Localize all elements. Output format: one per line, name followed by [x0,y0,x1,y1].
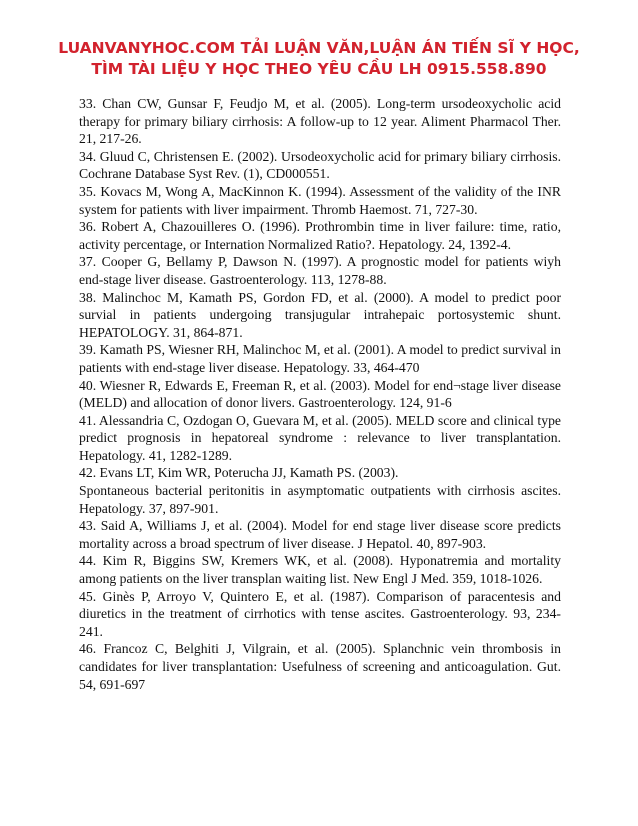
header-line-2: TÌM TÀI LIỆU Y HỌC THEO YÊU CẦU LH 0915.558.890 [91,60,547,78]
page-header-banner [40,38,598,80]
reference-item: 34. Gluud C, Christensen E. (2002). Ursodeoxycholic acid for primary biliary cirrhosis. Cochrane Database Syst Rev. (1), CD000551. [79,148,561,182]
reference-item: 37. Cooper G, Bellamy P, Dawson N. (1997). A prognostic model for patients wiyh end-stage liver disease. Gastroenterology. 113, 1278-88. [79,254,561,287]
reference-item: 46. Francoz C, Belghiti J, Vilgrain, et al. (2005). Splanchnic vein thrombosis in candidates for liver transplantation: Usefulness of screening and anticoagulation. Gut. 54, 691-697 [79,641,561,692]
reference-item: 45. Ginès P, Arroyo V, Quintero E, et al. (1987). Comparison of paracentesis and diuretics in the treatment of cirrhotics with tense ascites. Gastroenterology. 93, 234-241. [79,588,561,639]
reference-item: 42. Evans LT, Kim WR, Poterucha JJ, Kamath PS. (2003). [79,465,399,481]
reference-item: 35. Kovacs M, Wong A, MacKinnon K. (1994). Assessment of the validity of the INR system for patients with liver impairment. Thromb Haemost. 71, 727-30. [79,183,561,217]
reference-item: 41. Alessandria C, Ozdogan O, Guevara M, et al. (2005). MELD score and clinical type predict prognosis in hepatoreal syndrome : relevance to liver transplantation. Hepatology. 41, 1282-1289. [79,412,561,463]
reference-item: 38. Malinchoc M, Kamath PS, Gordon FD, et al. (2000). A model to predict poor survial in patients undergoing transjugular intrahepaic portosystemic shunt. HEPATOLOGY. 31, 864-871. [79,289,561,340]
reference-item: 43. Said A, Williams J, et al. (2004). Model for end stage liver disease score predicts mortality across a broad spectrum of liver disease. J Hepatol. 40, 897-903. [79,518,561,551]
reference-item: 44. Kim R, Biggins SW, Kremers WK, et al. (2008). Hyponatremia and mortality among patients on the liver transplan waiting list. New Engl J Med. 359, 1018-1026. [79,553,561,587]
reference-item: 36. Robert A, Chazouilleres O. (1996). Prothrombin time in liver failure: time, ratio, activity percentage, or Internation Normalized Ratio?. Hepatology. 24, 1392-4. [79,219,561,252]
reference-list [79,95,561,693]
reference-item: 40. Wiesner R, Edwards E, Freeman R, et al. (2003). Model for end¬stage liver disease (MELD) and allocation of donor livers. Gastroenterology. 124, 91-6 [79,377,561,411]
header-line-1: LUANVANYHOC.COM TẢI LUẬN VĂN,LUẬN ÁN TIẾN SĨ Y HỌC, [58,39,580,57]
reference-item: 33. Chan CW, Gunsar F, Feudjo M, et al. (2005). Long-term ursodeoxycholic acid therapy for primary biliary cirrhosis: A follow-up to 12 year. Aliment Pharmacol Ther. 21, 217-26. [79,96,561,147]
reference-item: 39. Kamath PS, Wiesner RH, Malinchoc M, et al. (2001). A model to predict survival in patients with end-stage liver disease. Hepatology. 33, 464-470 [79,342,561,375]
reference-item-continuation: Spontaneous bacterial peritonitis in asymptomatic outpatients with cirrhosis ascites. Hepatology. 37, 897-901. [79,483,561,516]
